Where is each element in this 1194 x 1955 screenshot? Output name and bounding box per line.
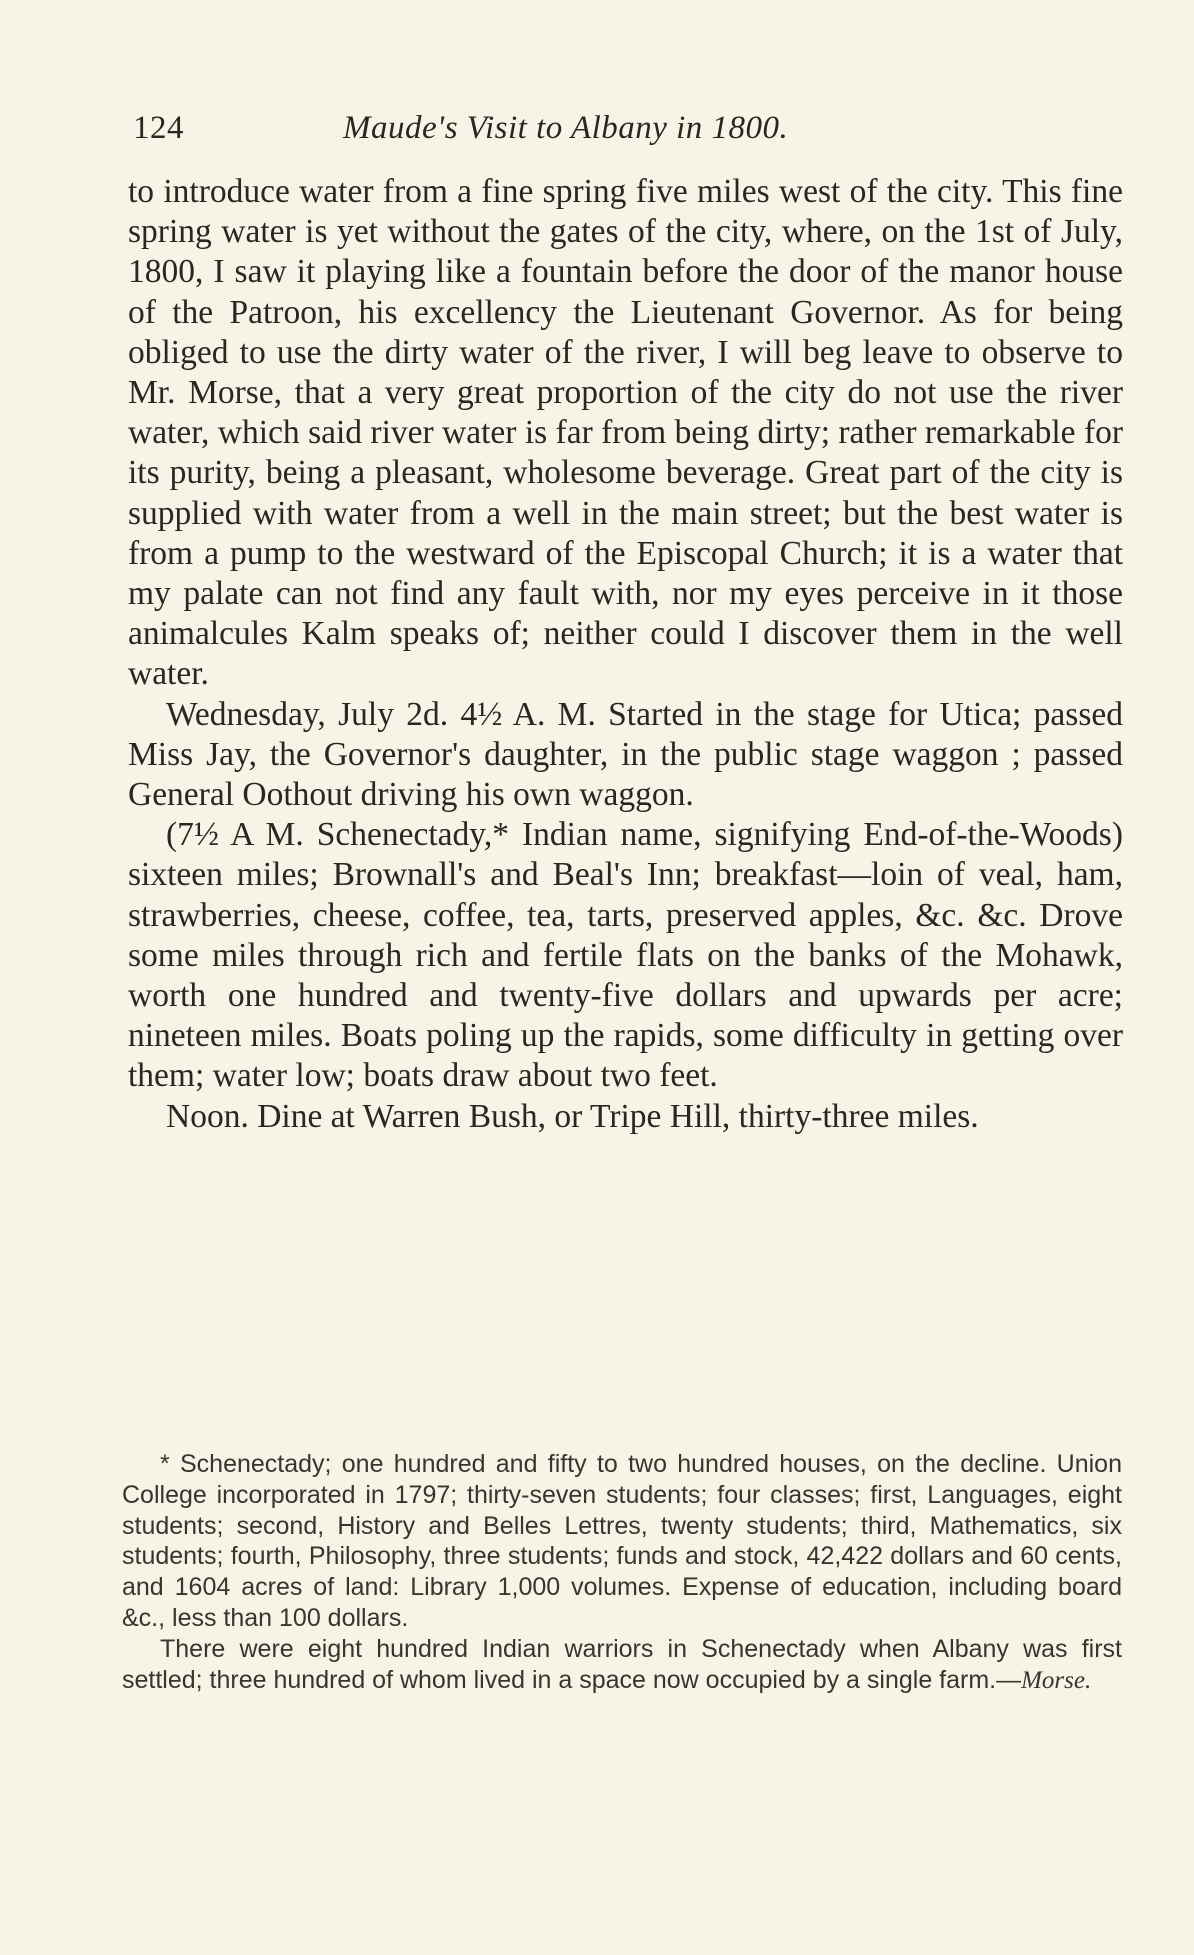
page-number: 124: [133, 110, 184, 146]
paragraph-water: to introduce water from a fine spring five miles west of the city. This fine spring water is yet without the gates of the city, where, on the 1st of July, 1800, I saw it playing like a fountain before the door of the manor house of the Patroon, his excellency the Lieutenant Governor. As for being obliged to use the dirty water of the river, I will beg leave to observe to Mr. Morse, that a very great proportion of the city do not use the river water, which said river water is far from being dirty; rather remarkable for its purity, being a pleasant, wholesome beverage. Great part of the city is supplied with water from a well in the main street; but the best water is from a pump to the westward of the Episcopal Church; it is a water that my palate can not find any fault with, nor my eyes perceive in it those animalcules Kalm speaks of; neither could I discover them in the well water.: [128, 173, 1123, 693]
footnote-text: There were eight hundred Indian warriors in Schenectady when Albany was first settled; three hundred of whom lived in a space now occupied by a single farm.—: [122, 1634, 1122, 1694]
page-header: [133, 104, 923, 152]
footnote-indian-warriors: [122, 1634, 1122, 1697]
body-text: [128, 172, 1123, 1137]
footnote-source: Morse.: [1021, 1666, 1092, 1694]
paragraph-wednesday: Wednesday, July 2d. 4½ A. M. Started in the stage for Utica; passed Miss Jay, the Governor's daughter, in the public stage waggon ; passed General Oothout driving his own waggon.: [128, 695, 1123, 814]
paragraph-noon: Noon. Dine at Warren Bush, or Tripe Hill, thirty-three miles.: [166, 1097, 979, 1135]
running-title: Maude's Visit to Albany in 1800.: [343, 110, 789, 146]
paragraph-schenectady: (7½ A M. Schenectady,* Indian name, signifying End-of-the-Woods) sixteen miles; Brownall's and Beal's Inn; breakfast—loin of veal, ham, strawberries, cheese, coffee, tea, tarts, preserved apples, &c. &c. Drove some miles through rich and fertile flats on the banks of the Mohawk, worth one hundred and twenty-five dollars and upwards per acre; nineteen miles. Boats poling up the rapids, some difficulty in getting over them; water low; boats draw about two feet.: [128, 816, 1123, 1095]
footnote-schenectady: * Schenectady; one hundred and fifty to two hundred houses, on the decline. Union College incorporated in 1797; thirty-seven students; four classes; first, Languages, eight students; second, History and Belles Lettres, twenty students; third, Mathematics, six students; fourth, Philosophy, three students; funds and stock, 42,422 dollars and 60 cents, and 1604 acres of land: Library 1,000 volumes. Expense of education, including board &c., less than 100 dollars.: [122, 1450, 1122, 1632]
footnotes: [122, 1449, 1122, 1696]
